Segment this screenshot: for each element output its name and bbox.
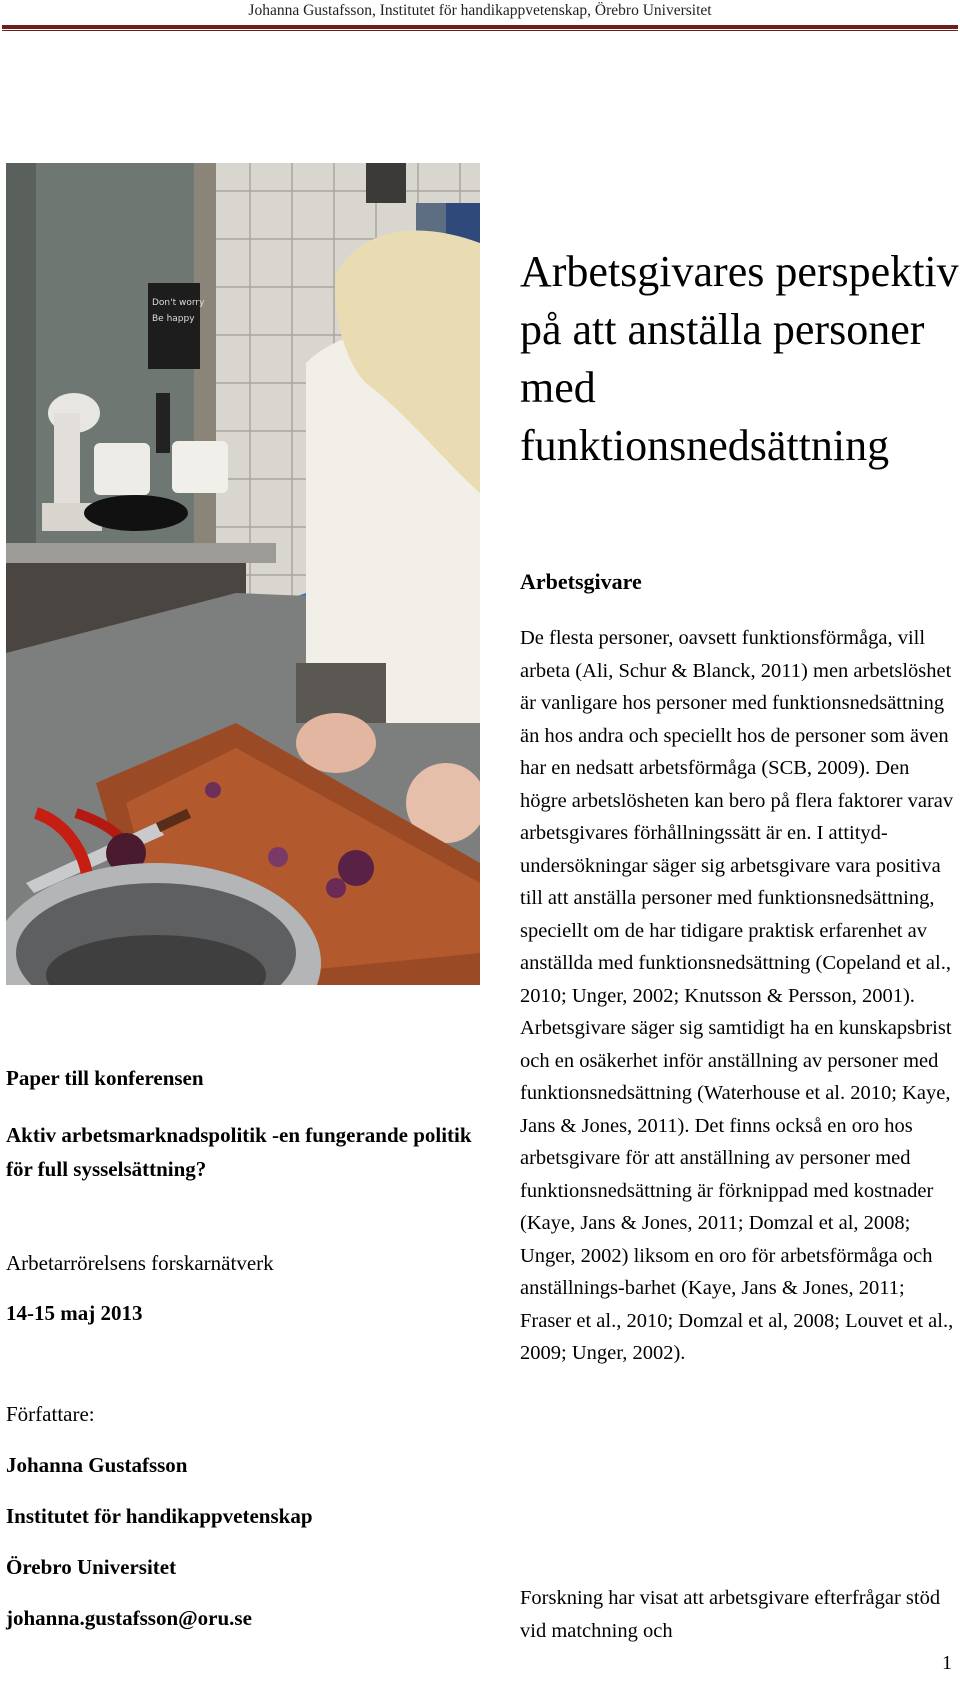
running-header: Johanna Gustafsson, Institutet för handikappvetenskap, Örebro Universitet [248,2,712,19]
university: Örebro Universitet [6,1555,177,1579]
header-rule [2,25,958,29]
body-paragraph-continued: Forskning har visat att arbetsgivare efterfrågar stöd vid matchning och [520,1587,941,1642]
paper-label: Paper till konferensen [6,1066,204,1090]
conference-title: Aktiv arbetsmarknadspolitik -en fungerande politik för full sysselsättning? [6,1123,472,1181]
author-name: Johanna Gustafsson [6,1453,188,1477]
header-rule-thin [2,30,958,31]
institute: Institutet för handikappvetenskap [6,1504,313,1528]
kitchen-photo [6,163,480,985]
organizer: Arbetarrörelsens forskarnätverk [6,1251,274,1275]
document-title: Arbetsgivares perspektiv på att anställa personer med funktionsnedsättning [520,247,959,470]
page-number: 1 [942,1652,952,1674]
body-paragraph: De flesta personer, oavsett funktionsförmåga, vill arbeta (Ali, Schur & Blanck, 2011) men arbetslöshet är vanligare hos personer med funktionsnedsättning än hos andra och speciellt hos de personer som även har en nedsatt arbetsförmåga (SCB, 2009). Den högre arbetslösheten kan bero på flera faktorer varav arbetsgivares förhållningssätt är en. I attityd-undersökningar säger sig arbetsgivare vara positiva till att anställa personer med funktionsnedsättning, speciellt om de har tidigare praktisk erfarenhet av anställda med funktionsnedsättning (Copeland et al., 2010; Unger, 2002; Knutsson & Persson, 2001). Arbetsgivare säger sig samtidigt ha en kunskapsbrist och en osäkerhet inför anställning av personer med funktionsnedsättning (Waterhouse et al. 2010; Kaye, Jans & Jones, 2011). Det finns också en oro hos arbetsgivare för att anställning av personer med funktionsnedsättning är förknippad med kostnader (Kaye, Jans & Jones, 2011; Domzal et al, 2008; Unger, 2002) liksom en oro för arbetsförmåga och anställnings-barhet (Kaye, Jans & Jones, 2011; Fraser et al., 2010; Domzal et al, 2008; Louvet et al., 2009; Unger, 2002). [520,627,954,1364]
section-heading: Arbetsgivare [520,569,642,594]
conference-date: 14-15 maj 2013 [6,1301,143,1325]
sign-text: Don't worry [152,298,205,308]
svg-text:Be happy: Be happy [152,314,195,324]
author-email[interactable]: johanna.gustafsson@oru.se [6,1606,252,1630]
author-label: Författare: [6,1402,95,1426]
